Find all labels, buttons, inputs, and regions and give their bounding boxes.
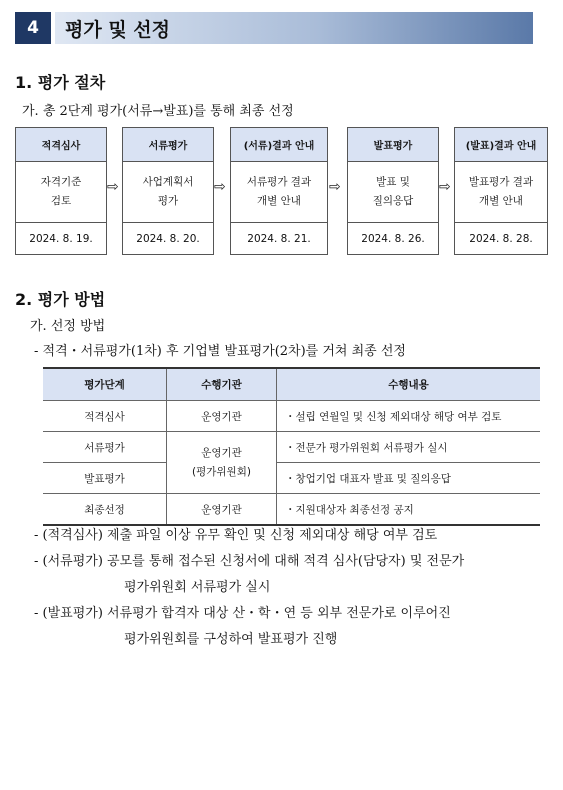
table-row <box>43 494 540 526</box>
arrow-icon: ⇨ <box>439 179 451 195</box>
step-desc: 사업계획서 평가 <box>123 162 213 223</box>
process-flow <box>15 127 548 255</box>
table-row <box>43 463 540 494</box>
section-header <box>15 12 533 44</box>
arrow-icon: ⇨ <box>329 179 341 195</box>
column-header: 평가단계 <box>43 368 167 401</box>
arrow-icon: ⇨ <box>214 179 226 195</box>
procedure-heading: 1. 평가 절차 <box>15 73 106 92</box>
table-row <box>43 401 540 432</box>
org-cell: 운영기관 <box>167 401 277 432</box>
step-desc: 자격기준 검토 <box>16 162 106 223</box>
section-title: 평가 및 선정 <box>55 12 533 44</box>
stage-cell: 발표평가 <box>43 463 167 494</box>
org-cell: 운영기관 <box>167 494 277 526</box>
step-desc: 발표평가 결과 개별 안내 <box>455 162 547 223</box>
table-row <box>43 432 540 463</box>
step-title: 서류평가 <box>123 128 213 162</box>
step-title: (발표)결과 안내 <box>455 128 547 162</box>
step-eligibility <box>15 127 107 255</box>
step-title: 적격심사 <box>16 128 106 162</box>
method-sub: 가. 선정 방법 <box>30 319 106 334</box>
stage-cell: 서류평가 <box>43 432 167 463</box>
procedure-sub: 가. 총 2단계 평가(서류→발표)를 통해 최종 선정 <box>22 104 294 119</box>
step-presentation-result <box>454 127 548 255</box>
note-presentation-eval: - (발표평가) 서류평가 합격자 대상 산・학・연 등 외부 전문가로 이루어진 <box>34 606 451 621</box>
note-document-eval-cont: 평가위원회 서류평가 실시 <box>124 580 271 595</box>
table-header-row <box>43 368 540 401</box>
note-presentation-eval-cont: 평가위원회를 구성하여 발표평가 진행 <box>124 632 338 647</box>
content-cell: ・창업기업 대표자 발표 및 질의응답 <box>277 463 541 494</box>
method-heading: 2. 평가 방법 <box>15 290 106 309</box>
content-cell: ・설립 연월일 및 신청 제외대상 해당 여부 검토 <box>277 401 541 432</box>
note-eligibility: - (적격심사) 제출 파일 이상 유무 확인 및 신청 제외대상 해당 여부 검토 <box>34 528 438 543</box>
step-date: 2024. 8. 19. <box>29 233 93 245</box>
step-title: 발표평가 <box>348 128 438 162</box>
step-date: 2024. 8. 28. <box>469 233 533 245</box>
column-header: 수행내용 <box>277 368 541 401</box>
content-cell: ・전문가 평가위원회 서류평가 실시 <box>277 432 541 463</box>
stage-cell: 최종선정 <box>43 494 167 526</box>
content-cell: ・지원대상자 최종선정 공지 <box>277 494 541 526</box>
column-header: 수행기관 <box>167 368 277 401</box>
evaluation-table <box>43 367 540 526</box>
section-number: 4 <box>15 12 51 44</box>
step-date: 2024. 8. 20. <box>136 233 200 245</box>
step-desc: 서류평가 결과 개별 안내 <box>231 162 327 223</box>
step-document-eval <box>122 127 214 255</box>
note-document-eval: - (서류평가) 공모를 통해 접수된 신청서에 대해 적격 심사(담당자) 및 전문가 <box>34 554 465 569</box>
step-desc: 발표 및 질의응답 <box>348 162 438 223</box>
step-date: 2024. 8. 21. <box>247 233 311 245</box>
step-title: (서류)결과 안내 <box>231 128 327 162</box>
step-presentation-eval <box>347 127 439 255</box>
method-bullet: - 적격・서류평가(1차) 후 기업별 발표평가(2차)를 거쳐 최종 선정 <box>34 344 406 359</box>
step-document-result <box>230 127 328 255</box>
stage-cell: 적격심사 <box>43 401 167 432</box>
org-cell: 운영기관 (평가위원회) <box>167 432 277 494</box>
arrow-icon: ⇨ <box>107 179 119 195</box>
step-date: 2024. 8. 26. <box>361 233 425 245</box>
